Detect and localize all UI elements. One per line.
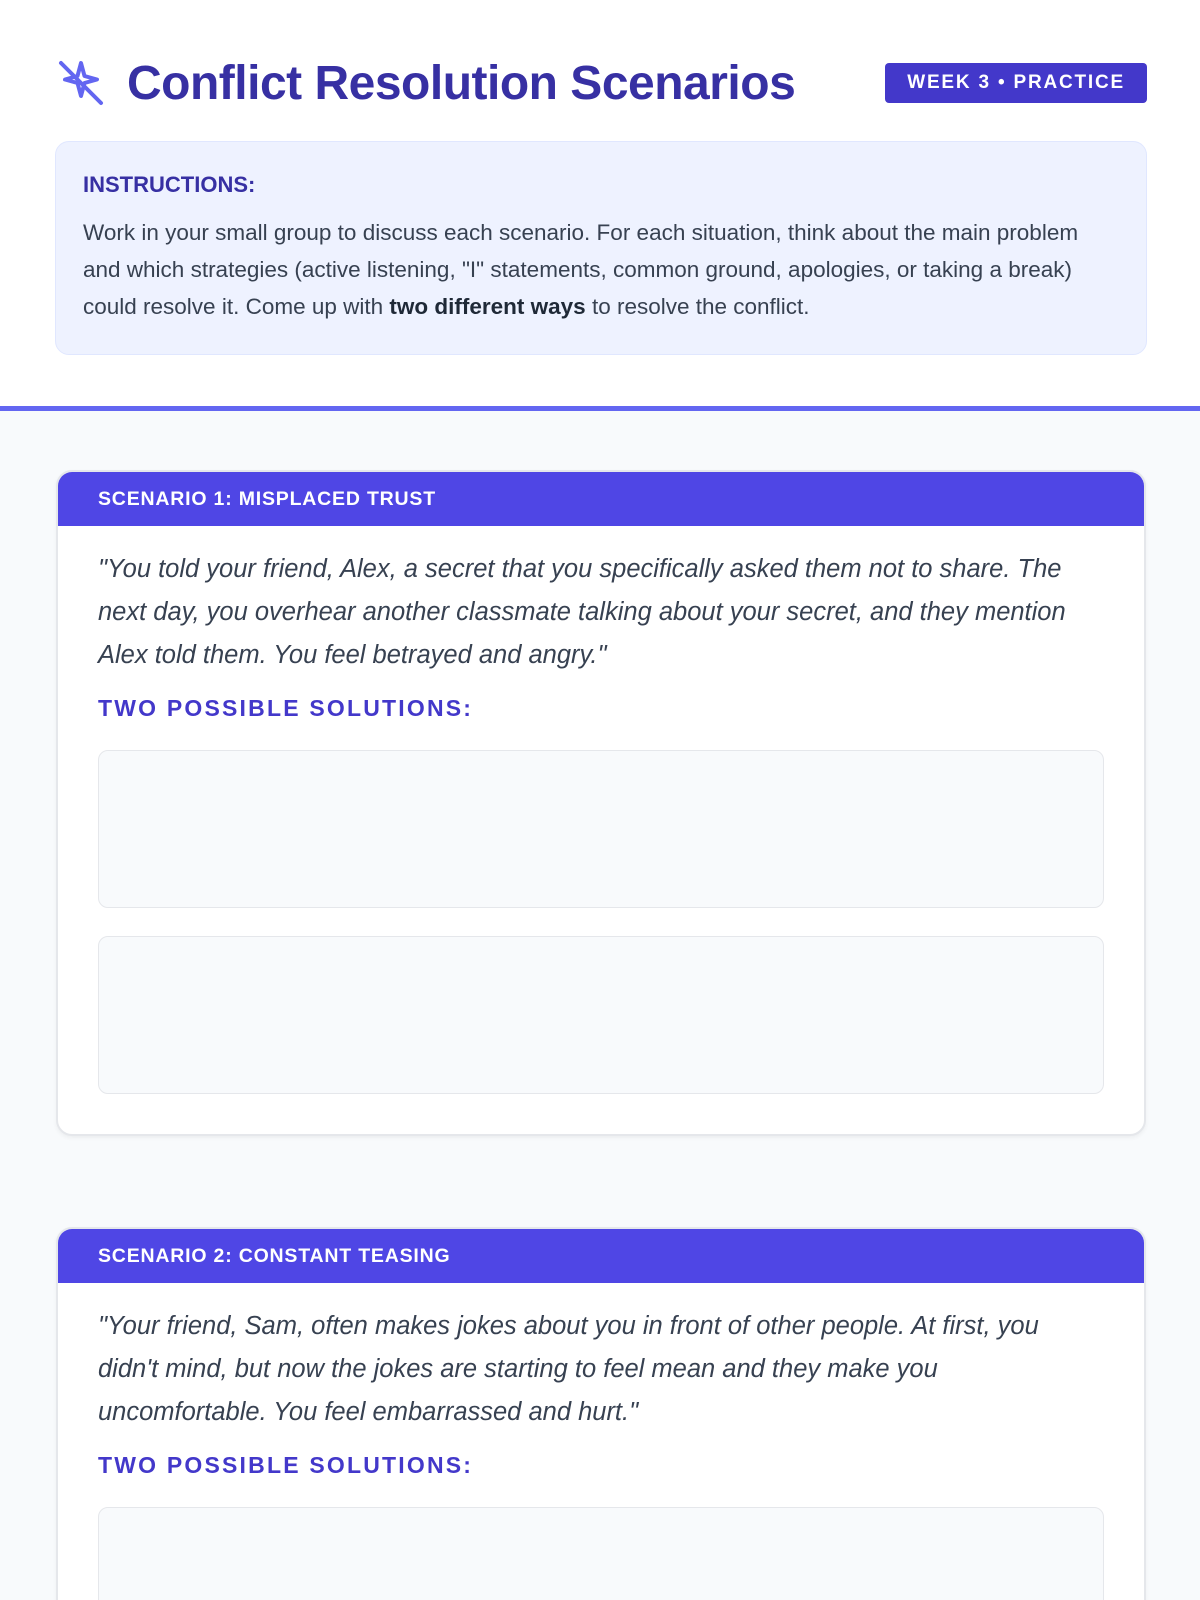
solution-answer-box[interactable] xyxy=(98,1507,1104,1600)
scenario-body xyxy=(58,1283,1144,1600)
page-title: Conflict Resolution Scenarios xyxy=(127,56,796,110)
instructions-label: INSTRUCTIONS: xyxy=(83,172,256,197)
instructions-text xyxy=(83,214,1119,325)
instructions-text-part: to resolve the conflict. xyxy=(585,294,810,319)
scenario-card xyxy=(56,470,1146,1136)
instructions-emphasis: two different ways xyxy=(389,294,586,319)
solutions-label: TWO POSSIBLE SOLUTIONS: xyxy=(98,1452,474,1478)
solution-answer-box[interactable] xyxy=(98,936,1104,1094)
scenario-quote: "Your friend, Sam, often makes jokes about you in front of other people. At first, you didn't mind, but now the jokes are starting to feel mean and they make you uncomfortable. You feel embarrassed and hurt." xyxy=(98,1312,1039,1426)
title-group xyxy=(55,56,795,111)
instructions-panel xyxy=(55,141,1147,355)
week-badge: WEEK 3 • PRACTICE xyxy=(885,63,1147,103)
scenario-title: SCENARIO 2: CONSTANT TEASING xyxy=(58,1229,1144,1283)
sparkle-off-icon xyxy=(55,57,107,109)
instructions-text-part: Work in your small group to discuss each scenario. For each situation, think about the main problem and which strategies (active listening, "I" statements, common ground, apologies, or taking a break) could resolve it. Come up with xyxy=(83,220,1079,319)
scenario-card xyxy=(56,1227,1146,1600)
scenario-quote: "You told your friend, Alex, a secret that you specifically asked them not to share. The next day, you overhear another classmate talking about your secret, and they mention Alex told them. You feel betrayed and angry." xyxy=(98,555,1066,669)
header-bar xyxy=(55,52,1147,114)
scenario-body xyxy=(58,526,1144,1134)
solution-answer-box[interactable] xyxy=(98,750,1104,908)
solutions-label: TWO POSSIBLE SOLUTIONS: xyxy=(98,695,474,721)
page-header-section xyxy=(0,0,1200,411)
scenario-title: SCENARIO 1: MISPLACED TRUST xyxy=(58,472,1144,526)
